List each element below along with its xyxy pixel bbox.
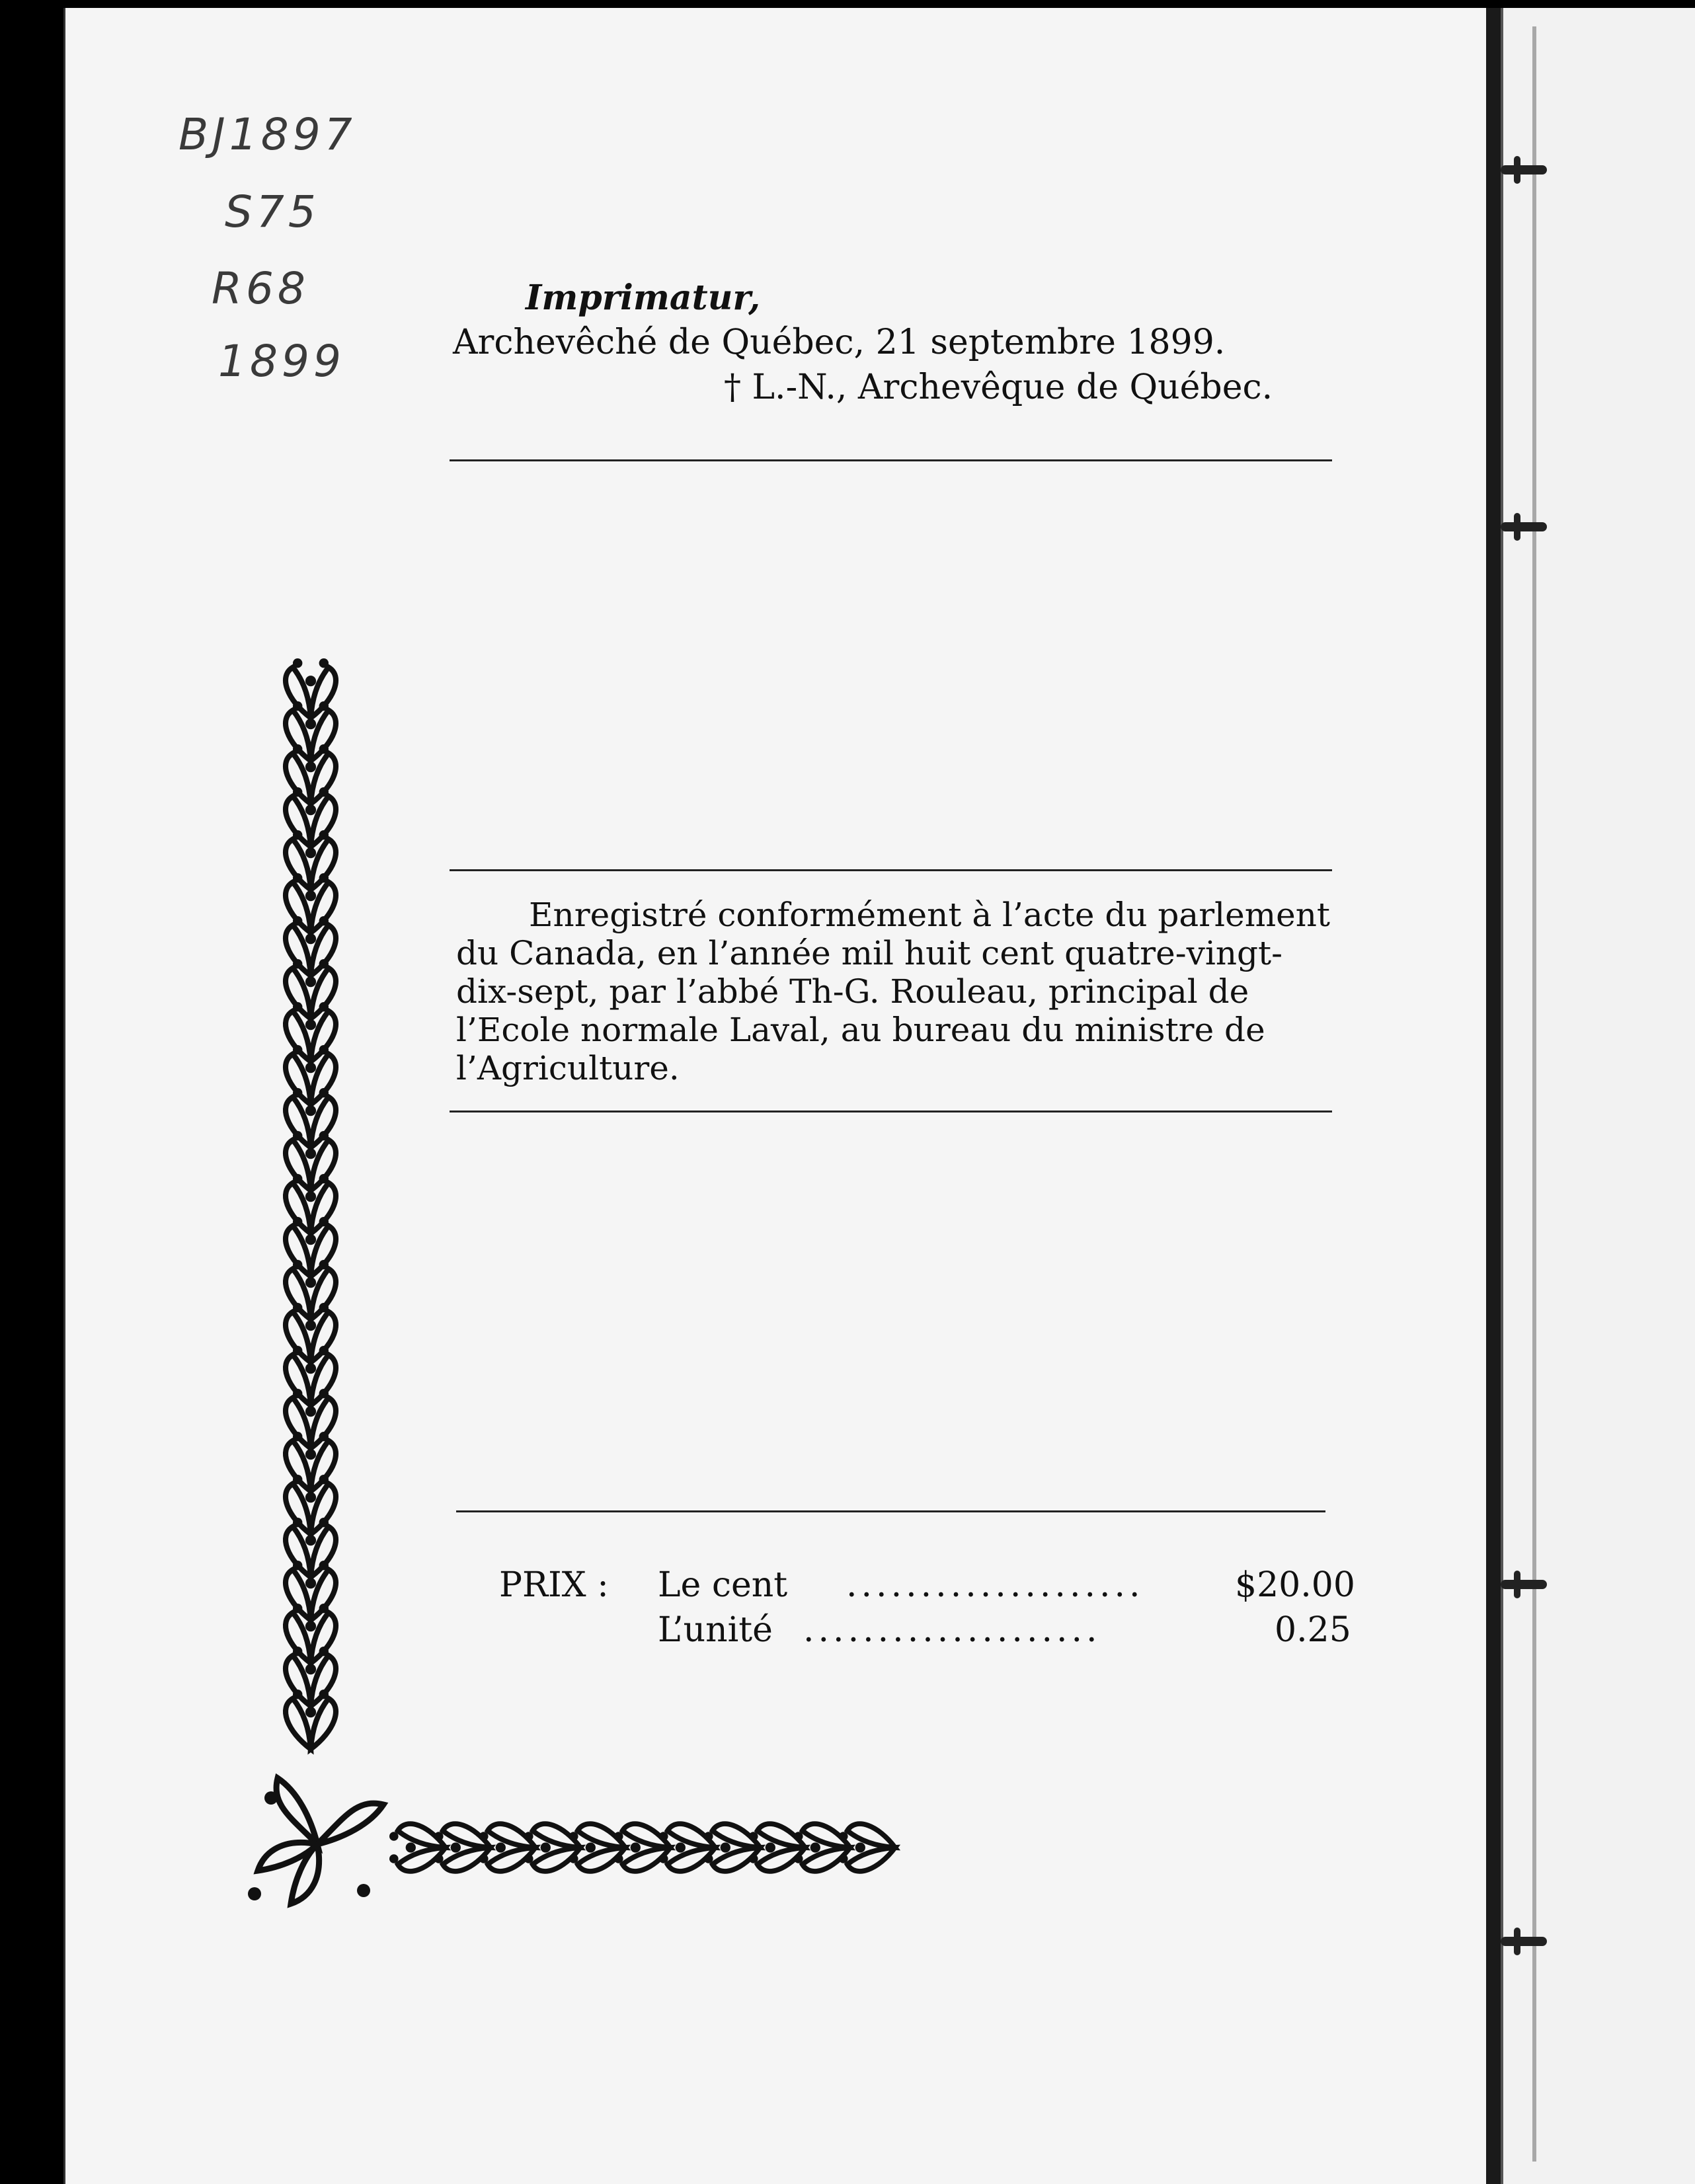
registration-line: du Canada, en l’année mil huit cent quatre-vingt- (456, 934, 1283, 972)
registration-line: l’Ecole normale Laval, au bureau du ministre de (456, 1011, 1265, 1049)
call-number-line: BJ1897 (178, 109, 356, 160)
price-label: PRIX : (499, 1565, 609, 1605)
registration-line: l’Agriculture. (456, 1049, 680, 1087)
laurel-leaf (389, 1824, 446, 1871)
price-item: L’unité (658, 1610, 773, 1650)
price-amount: 0.25 (1275, 1610, 1351, 1650)
call-number-line: R68 (212, 263, 309, 314)
registration-line: dix-sept, par l’abbé Th-G. Rouleau, principal de (456, 972, 1249, 1011)
corner-ornament (248, 1778, 383, 1904)
imprimatur-heading: Imprimatur, (526, 278, 761, 318)
price-amount: $20.00 (1235, 1565, 1355, 1605)
imprimatur-place-date: Archevêché de Québec, 21 septembre 1899. (453, 323, 1226, 362)
price-leader-dots: .................... (803, 1610, 1101, 1650)
call-number-line: 1899 (218, 336, 345, 387)
registration-line: Enregistré conformément à l’acte du parlement (529, 896, 1331, 934)
price-leader-dots: .................... (846, 1565, 1144, 1605)
imprimatur-signature: † L.-N., Archevêque de Québec. (724, 368, 1273, 407)
price-item: Le cent (658, 1565, 788, 1605)
call-number-line: S75 (225, 186, 320, 237)
